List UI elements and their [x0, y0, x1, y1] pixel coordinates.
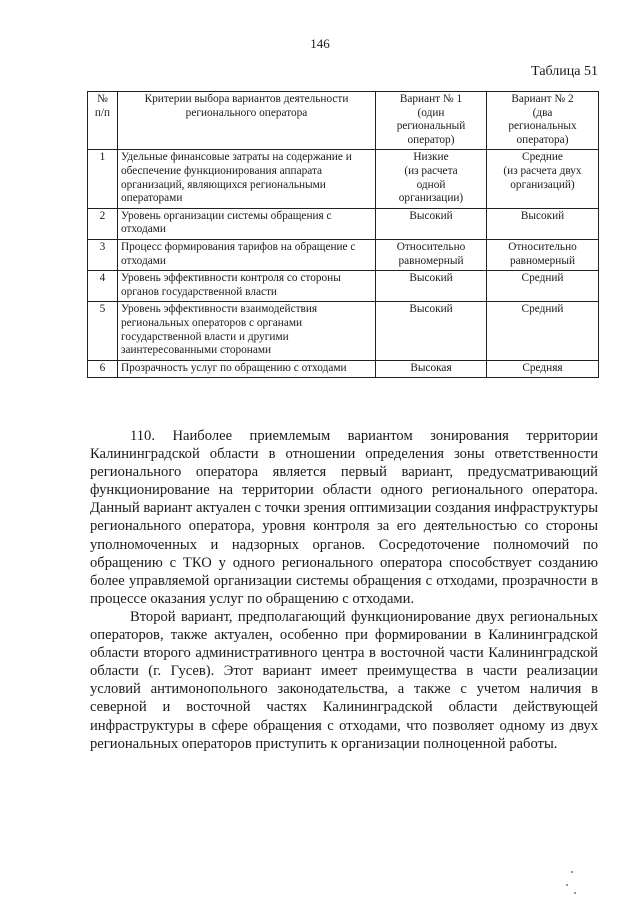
row-number: 1	[88, 150, 118, 208]
variant-2-cell: Средняя	[487, 360, 599, 378]
paragraph-second-variant: Второй вариант, предполагающий функционирование двух региональных операторов, также актуален, особенно при формировании в Калининградской области второго административного центра в восточной части Калининградской области (г. Гусев). Этот вариант имеет преимущества в части реализации условий антимонопольного законодательства, а также с учетом наличия в северной и восточной частях Калининградской области действующей инфраструктуры в сфере обращения с отходами, что позволяет одному из двух региональных операторов приступить к организации полноценной работы.	[90, 608, 598, 752]
variant-1-cell: Относительно равномерный	[376, 239, 487, 270]
row-number: 6	[88, 360, 118, 378]
criterion-cell: Уровень эффективности взаимодействия региональных операторов с органами государственной власти и другими заинтересованными сторонами	[118, 302, 376, 360]
variant-2-cell: Средний	[487, 271, 599, 302]
scan-speck	[571, 871, 573, 873]
row-number: 4	[88, 271, 118, 302]
header-variant-2: Вариант № 2 (два региональных оператора)	[487, 92, 599, 150]
row-number: 5	[88, 302, 118, 360]
row-number: 3	[88, 239, 118, 270]
variant-2-cell: Относительно равномерный	[487, 239, 599, 270]
paragraph-110: 110. Наиболее приемлемым вариантом зонирования территории Калининградской области в отношении определения зоны ответственности регионального оператора является первый вариант, предусматривающий функционирование на территории области одного регионального оператора. Данный вариант актуален с точки зрения оптимизации создания инфраструктуры регионального оператора, уровня контроля за его деятельностью со стороны уполномоченных и надзорных органов. Сосредоточение полномочий по обращению с ТКО у одного регионального оператора способствует созданию более управляемой организации системы обращения с отходами, прозрачности в процессе оказания услуг по обращению с отходами.	[90, 428, 598, 607]
criterion-cell: Удельные финансовые затраты на содержание и обеспечение функционирования аппарата организаций, являющихся региональными операторами	[118, 150, 376, 208]
criteria-table	[87, 91, 599, 378]
table-row	[88, 271, 599, 302]
table-row	[88, 302, 599, 360]
criterion-cell: Прозрачность услуг по обращению с отходами	[118, 360, 376, 378]
variant-1-cell: Высокий	[376, 302, 487, 360]
table-row	[88, 239, 599, 270]
table-row	[88, 360, 599, 378]
header-number: № п/п	[88, 92, 118, 150]
table-caption: Таблица 51	[531, 64, 598, 79]
variant-1-cell: Высокий	[376, 208, 487, 239]
table-header-row	[88, 92, 599, 150]
header-variant-1: Вариант № 1 (один региональный оператор)	[376, 92, 487, 150]
variant-1-cell: Высокая	[376, 360, 487, 378]
variant-2-cell: Высокий	[487, 208, 599, 239]
row-number: 2	[88, 208, 118, 239]
table-row	[88, 150, 599, 208]
header-criteria: Критерии выбора вариантов деятельности регионального оператора	[118, 92, 376, 150]
page-number: 146	[310, 36, 330, 51]
criterion-cell: Уровень эффективности контроля со стороны органов государственной власти	[118, 271, 376, 302]
table-body	[88, 150, 599, 378]
variant-2-cell: Средние (из расчета двух организаций)	[487, 150, 599, 208]
scan-speck	[566, 884, 568, 886]
criterion-cell: Процесс формирования тарифов на обращение с отходами	[118, 239, 376, 270]
criterion-cell: Уровень организации системы обращения с отходами	[118, 208, 376, 239]
body-text	[90, 427, 598, 753]
scan-speck	[574, 892, 576, 894]
table-row	[88, 208, 599, 239]
variant-2-cell: Средний	[487, 302, 599, 360]
variant-1-cell: Низкие (из расчета одной организации)	[376, 150, 487, 208]
variant-1-cell: Высокий	[376, 271, 487, 302]
